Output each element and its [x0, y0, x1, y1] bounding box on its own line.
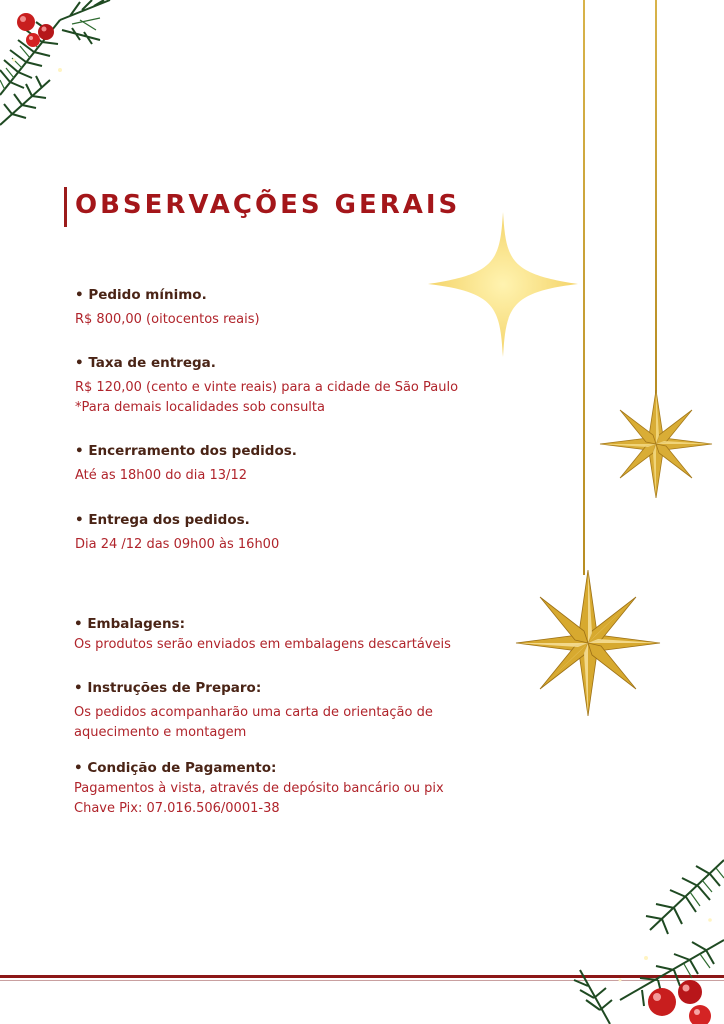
section-text: Chave Pix: 07.016.506/0001-38 [74, 801, 280, 816]
gold-star-ornament-small [598, 388, 714, 500]
section-encerramento [75, 442, 505, 486]
pine-branch-ornament-top-left [0, 0, 120, 130]
section-label: • Encerramento dos pedidos. [75, 443, 297, 459]
section-label: • Condição de Pagamento: [74, 760, 277, 776]
section-label: • Pedido mínimo. [75, 287, 207, 303]
section-text: Até as 18h00 do dia 13/12 [75, 468, 247, 483]
section-pedido-minimo [75, 286, 505, 330]
section-taxa-de-entrega [75, 354, 505, 418]
section-label: • Embalagens: [74, 616, 185, 632]
section-text: aquecimento e montagem [74, 725, 247, 740]
section-text: R$ 120,00 (cento e vinte reais) para a cidade de São Paulo [75, 380, 459, 395]
sparkle-star [428, 212, 578, 357]
page-title: OBSERVAÇÕES GERAIS [75, 190, 461, 220]
section-entrega [75, 511, 505, 555]
ornament-string-small [655, 0, 657, 395]
section-text: Dia 24 /12 das 09h00 às 16h00 [75, 537, 280, 552]
section-text: Pagamentos à vista, através de depósito bancário ou pix [74, 781, 444, 796]
title-accent-bar [64, 187, 67, 227]
section-label: • Entrega dos pedidos. [75, 512, 250, 528]
section-label: • Taxa de entrega. [75, 355, 216, 371]
gold-star-ornament-large [515, 568, 661, 718]
pine-branch-ornament-bottom-right [550, 850, 724, 1024]
section-text: R$ 800,00 (oitocentos reais) [75, 312, 260, 327]
section-text: Os pedidos acompanharão uma carta de orientação de [74, 705, 433, 720]
section-text: *Para demais localidades sob consulta [75, 400, 325, 415]
section-text: Os produtos serão enviados em embalagens descartáveis [74, 637, 451, 652]
section-condicao-pagamento [74, 759, 504, 819]
ornament-string-large [583, 0, 585, 575]
section-embalagens [74, 615, 504, 655]
section-label: • Instruções de Preparo: [74, 680, 262, 696]
section-instrucoes-preparo [74, 679, 504, 743]
